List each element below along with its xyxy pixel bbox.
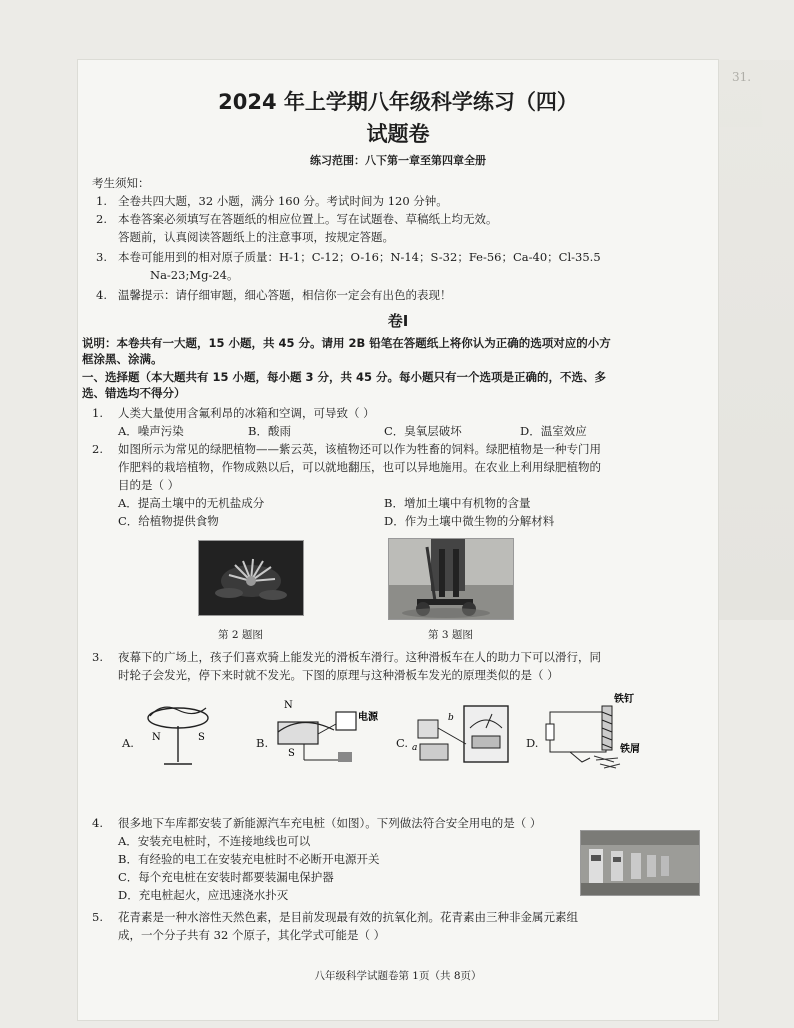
q2-stem: 如图所示为常见的绿肥植物——紫云英，该植物还可以作为牲畜的饲料。绿肥植物是一种专门用: [118, 442, 601, 456]
q2-option-b: B．增加土壤中有机物的含量: [384, 496, 531, 510]
notice-item-2: 本卷答案必须填写在答题纸的相应位置上。写在试题卷、草稿纸上均无效。: [118, 212, 498, 226]
q1-option-d: D．温室效应: [520, 424, 587, 438]
q2-option-a: A．提高土壤中的无机盐成分: [118, 496, 265, 510]
section-heading: 一、选择题（本大题共有 15 小题，每小题 3 分，共 45 分。每小题只有一个选项是正确的，不选、多: [82, 370, 607, 384]
notice-item-2-cont: 答题前，认真阅读答题纸上的注意事项，按规定答题。: [118, 230, 394, 244]
q1-stem: 人类大量使用含氟利昂的冰箱和空调，可导致（ ）: [118, 406, 375, 420]
q5-stem: 花青素是一种水溶性天然色素，是目前发现最有效的抗氧化剂。花青素由三种非金属元素组: [118, 910, 578, 924]
page-subtitle: 试题卷: [366, 122, 430, 146]
generator-circuit-diagram: [414, 702, 514, 770]
notice-heading: 考生须知：: [92, 176, 150, 190]
notice-num-2: 2.: [96, 212, 107, 226]
page-footer: 八年级科学试题卷第 1页（共 8页）: [314, 970, 482, 982]
motor-circuit-diagram: [274, 694, 384, 774]
charging-pile-icon: [581, 831, 699, 895]
q5-number: 5.: [92, 910, 103, 924]
notice-item-1: 全卷共四大题，32 小题，满分 160 分。考试时间为 120 分钟。: [118, 194, 448, 208]
q1-option-c: C．臭氧层破坏: [384, 424, 462, 438]
q3-option-b: B.: [256, 736, 269, 750]
q2-stem-end: 目的是（ ）: [118, 478, 180, 492]
q3-option-c: C.: [396, 736, 409, 750]
charging-station-photo: [580, 830, 700, 896]
page-title: 2024 年上学期八年级科学练习（四）: [218, 90, 578, 114]
q1-option-a: A．噪声污染: [118, 424, 184, 438]
q5-stem-cont: 成，一个分子共有 32 个原子，其化学式可能是（ ）: [118, 928, 386, 942]
adjacent-page-bleed: [718, 60, 794, 620]
q4-option-b: B．有经验的电工在安装充电桩时不必断开电源开关: [118, 852, 380, 866]
q3-option-a: A.: [122, 736, 134, 750]
notice-num-1: 1.: [96, 194, 107, 208]
section-note-cont: 框涂黑、涂满。: [82, 352, 163, 366]
q3-option-d: D.: [526, 736, 539, 750]
notice-num-4: 4.: [96, 288, 107, 302]
scooter-icon: [389, 539, 513, 619]
flower-icon: [199, 541, 303, 615]
fig3-caption: 第 3 题图: [428, 629, 473, 641]
notice-item-3: 本卷可能用到的相对原子质量：H-1；C-12；O-16；N-14；S-32；Fe-56；Ca-40；Cl-35.5: [118, 250, 601, 264]
label-b: b: [448, 713, 454, 723]
q4-option-a: A．安装充电桩时，不连接地线也可以: [118, 834, 311, 848]
label-b-s: S: [288, 748, 295, 759]
notice-num-3: 3.: [96, 250, 107, 264]
section-note: 说明：本卷共有一大题，15 小题，共 45 分。请用 2B 铅笔在答题纸上将你认为正确的选项对应的小方: [82, 336, 611, 350]
q2-option-d: D．作为土壤中微生物的分解材料: [384, 514, 555, 528]
scooter-photo: [388, 538, 514, 620]
label-power: 电源: [358, 712, 378, 723]
notice-item-4: 温馨提示：请仔细审题，细心答题，相信你一定会有出色的表现！: [118, 288, 452, 302]
label-s: S: [198, 732, 205, 743]
bleed-question-number: 31.: [732, 70, 752, 84]
fig2-caption: 第 2 题图: [218, 629, 263, 641]
q4-stem: 很多地下车库都安装了新能源汽车充电桩（如图）。下列做法符合安全用电的是（ ）: [118, 816, 542, 830]
milk-vetch-photo: [198, 540, 304, 616]
q2-option-c: C．给植物提供食物: [118, 514, 219, 528]
label-nail: 铁钉: [614, 694, 634, 705]
label-b-n: N: [284, 700, 293, 711]
exam-page: [78, 60, 718, 1020]
electromagnet-diagram: [544, 690, 648, 774]
notice-item-3-cont: Na-23;Mg-24。: [150, 268, 239, 282]
q3-number: 3.: [92, 650, 103, 664]
label-filings: 铁屑: [620, 744, 640, 755]
section-juan-title: 卷Ⅰ: [387, 312, 409, 330]
q4-option-d: D．充电桩起火，应迅速浇水扑灭: [118, 888, 289, 902]
exam-range: 练习范围：八下第一章至第四章全册: [310, 154, 486, 167]
q1-option-b: B．酸雨: [248, 424, 291, 438]
compass-magnet-diagram: [142, 696, 214, 770]
q4-option-c: C．每个充电桩在安装时都要装漏电保护器: [118, 870, 334, 884]
section-heading-cont: 选、错选均不得分）: [82, 386, 186, 400]
q3-stem-cont: 时轮子会发光，停下来时就不发光。下图的原理与这种滑板车发光的原理类似的是（ ）: [118, 668, 559, 682]
q4-number: 4.: [92, 816, 103, 830]
q3-stem: 夜幕下的广场上，孩子们喜欢骑上能发光的滑板车滑行。这种滑板车在人的助力下可以滑行，同: [118, 650, 601, 664]
q2-number: 2.: [92, 442, 103, 456]
q2-stem-cont: 作肥料的栽培植物，作物成熟以后，可以就地翻压，也可以异地施用。在农业上利用绿肥植物的: [118, 460, 601, 474]
q1-number: 1.: [92, 406, 103, 420]
label-n: N: [152, 732, 161, 743]
label-a: a: [412, 743, 418, 753]
